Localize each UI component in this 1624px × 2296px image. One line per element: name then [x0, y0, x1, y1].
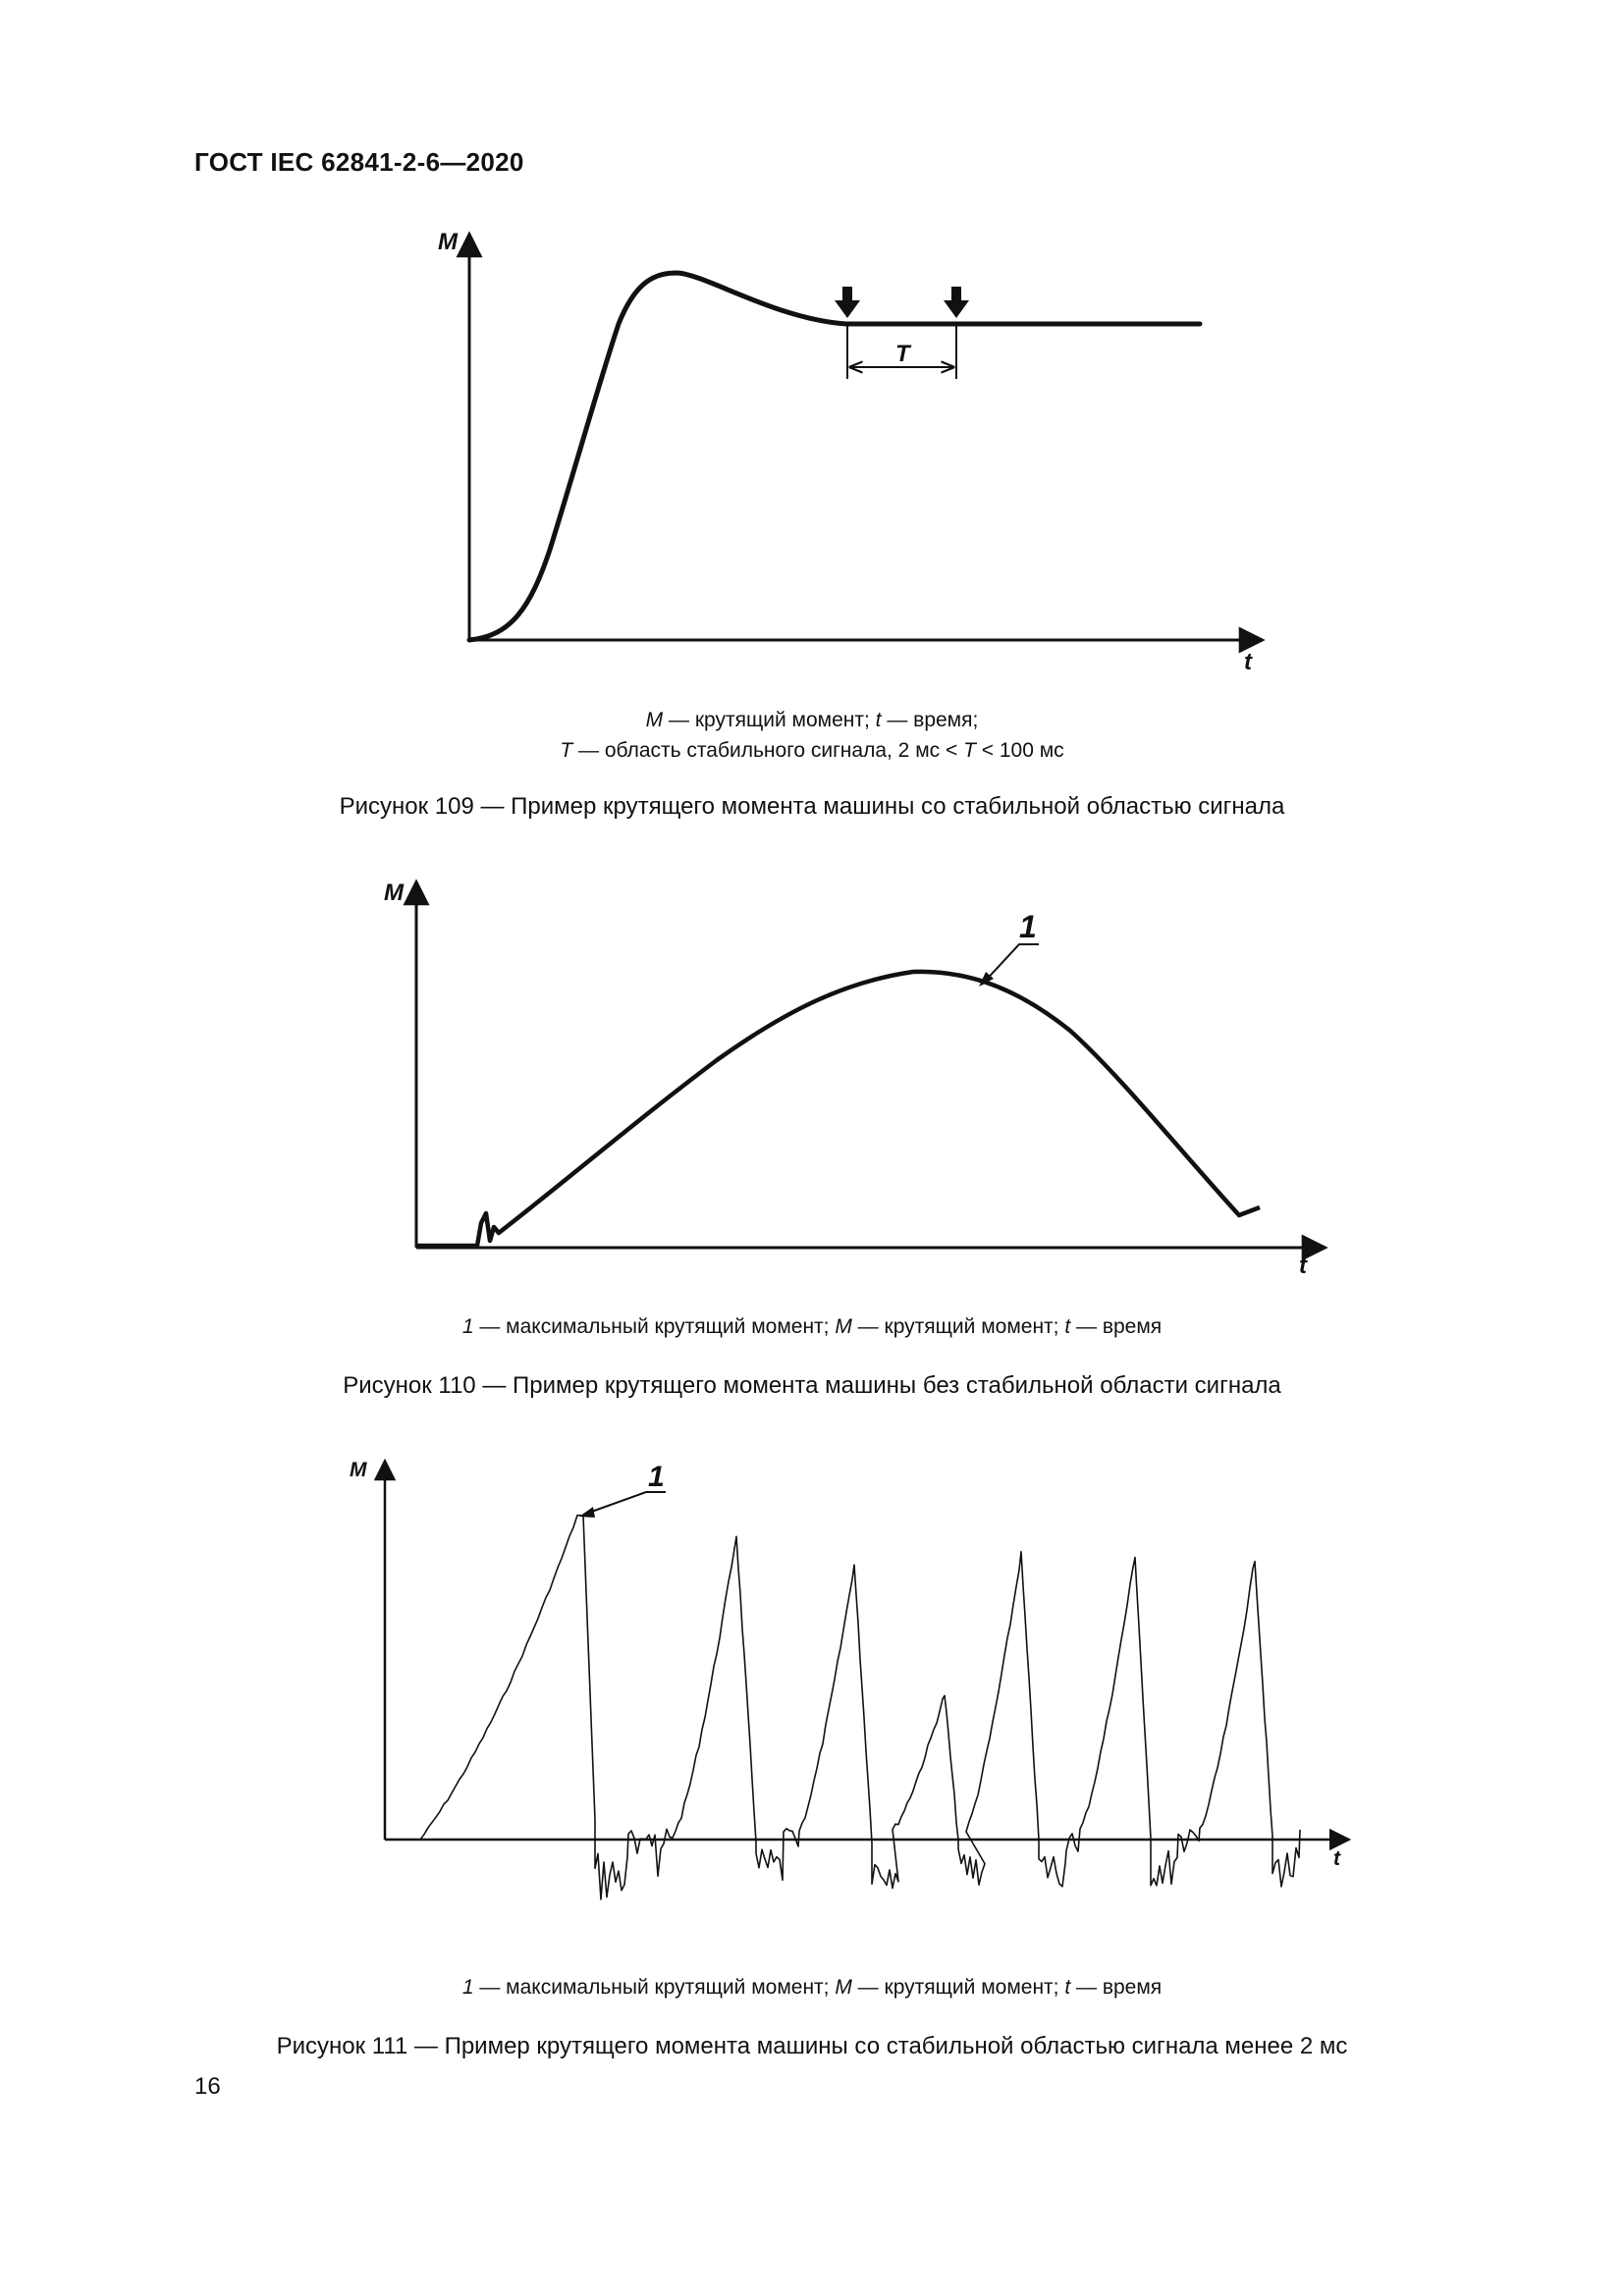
x-axis-label: t	[1299, 1253, 1307, 1279]
legend-line-1: M — крутящий момент; t — время;	[645, 709, 979, 731]
x-axis-label: t	[1244, 649, 1252, 675]
callout-label: 1	[648, 1461, 665, 1493]
interval-label: T	[895, 341, 910, 367]
y-axis-label: M	[438, 229, 458, 255]
figure-111-caption: Рисунок 111 — Пример крутящего момента машины со стабильной областью сигнала менее 2 мс	[276, 2033, 1348, 2059]
document-header: ГОСТ IEC 62841-2-6—2020	[194, 147, 524, 177]
callout-label: 1	[1019, 909, 1037, 944]
figure-110-caption: Рисунок 110 — Пример крутящего момента машины без стабильной области сигнала	[343, 1372, 1281, 1399]
torque-signal	[385, 1516, 1300, 1899]
x-axis-label: t	[1333, 1847, 1340, 1870]
callout-arrowhead	[579, 1507, 595, 1518]
page-number: 16	[194, 2073, 221, 2100]
figure-109-caption: Рисунок 109 — Пример крутящего момента машины со стабильной областью сигнала	[339, 793, 1285, 820]
figure-110-legend: 1 — максимальный крутящий момент; M — крутящий момент; t — время	[461, 1315, 1163, 1338]
figure-111-legend: 1 — максимальный крутящий момент; M — крутящий момент; t — время	[461, 1976, 1163, 1999]
callout-leader	[583, 1492, 666, 1515]
y-axis-label: M	[384, 880, 404, 906]
legend-line-2: T — область стабильного сигнала, 2 мс < T < 100 мс	[560, 739, 1064, 762]
y-axis-label: M	[350, 1459, 367, 1481]
